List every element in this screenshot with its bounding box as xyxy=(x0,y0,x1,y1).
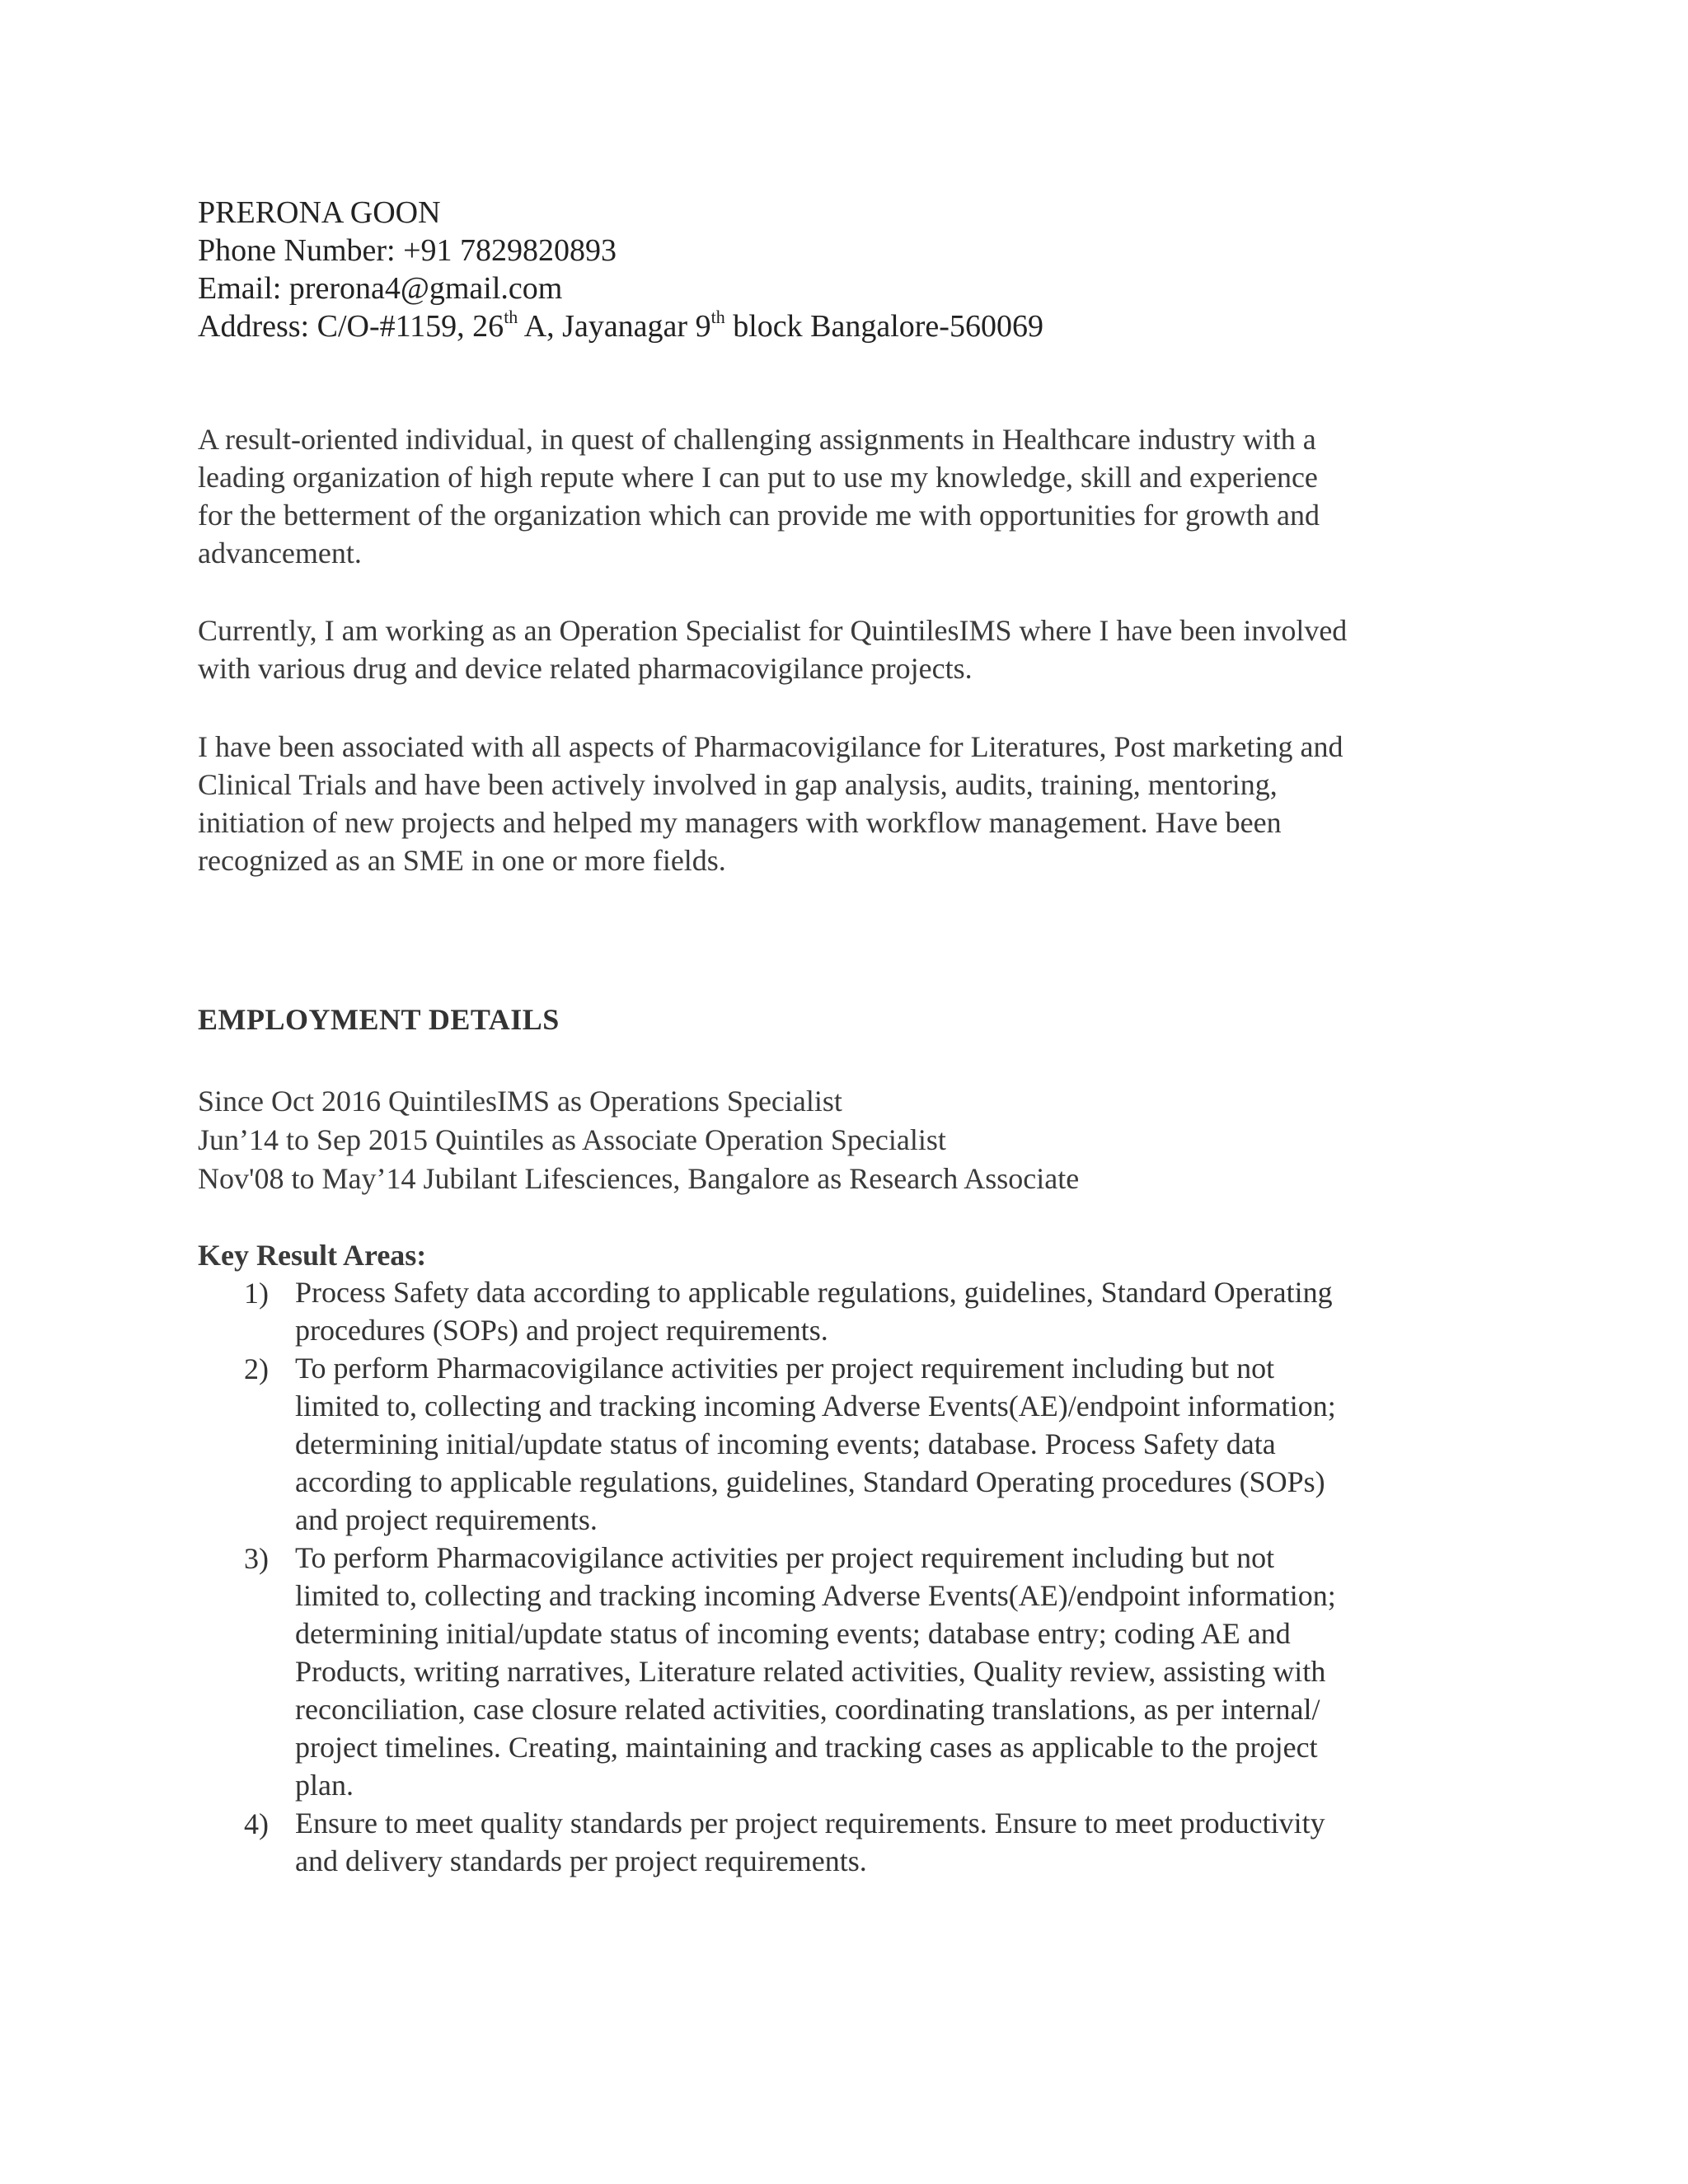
paragraph-line: Currently, I am working as an Operation Specialist for QuintilesIMS where I have been involved xyxy=(198,614,1348,647)
paragraph-line: leading organization of high repute where I can put to use my knowledge, skill and experience xyxy=(198,461,1318,494)
address-superscript-1: th xyxy=(504,307,518,328)
list-item-line: according to applicable regulations, guidelines, Standard Operating procedures (SOPs) xyxy=(295,1465,1325,1498)
address-part-3: block Bangalore-560069 xyxy=(724,309,1043,344)
list-item-line: project timelines. Creating, maintaining and tracking cases as applicable to the project xyxy=(295,1731,1318,1764)
employment-details-heading: EMPLOYMENT DETAILS xyxy=(198,1003,560,1036)
employment-history xyxy=(198,1082,1484,1198)
paragraph-line: for the betterment of the organization which can provide me with opportunities for growth and xyxy=(198,499,1320,532)
list-item-line: limited to, collecting and tracking incoming Adverse Events(AE)/endpoint information; xyxy=(295,1390,1336,1422)
list-item-line: To perform Pharmacovigilance activities per project requirement including but not xyxy=(295,1541,1275,1574)
paragraph-line: recognized as an SME in one or more fields. xyxy=(198,844,726,877)
list-item-number: 3) xyxy=(244,1542,269,1575)
list-item xyxy=(198,1539,1484,1804)
list-item xyxy=(198,1273,1484,1349)
paragraph-line: A result-oriented individual, in quest of challenging assignments in Healthcare industry with a xyxy=(198,423,1316,456)
list-item-number: 1) xyxy=(244,1277,269,1310)
email-address: Email: prerona4@gmail.com xyxy=(198,271,563,306)
paragraph-line: initiation of new projects and helped my managers with workflow management. Have been xyxy=(198,806,1282,839)
employment-entry: Since Oct 2016 QuintilesIMS as Operations Specialist xyxy=(198,1085,842,1118)
key-result-areas-list xyxy=(198,1273,1484,1880)
paragraph-line: with various drug and device related pharmacovigilance projects. xyxy=(198,652,973,685)
phone-number: Phone Number: +91 7829820893 xyxy=(198,233,617,268)
list-item xyxy=(198,1804,1484,1880)
paragraph-line: Clinical Trials and have been actively involved in gap analysis, audits, training, mentoring, xyxy=(198,768,1278,801)
current-role-paragraph xyxy=(198,612,1484,687)
list-item-line: determining initial/update status of incoming events; database. Process Safety data xyxy=(295,1427,1276,1460)
paragraph-line: I have been associated with all aspects of Pharmacovigilance for Literatures, Post marketing and xyxy=(198,730,1343,763)
key-result-areas-heading: Key Result Areas: xyxy=(198,1239,427,1272)
list-item-line: Ensure to meet quality standards per project requirements. Ensure to meet productivity xyxy=(295,1807,1325,1840)
employment-entry: Jun’14 to Sep 2015 Quintiles as Associate Operation Specialist xyxy=(198,1123,946,1156)
list-item-line: reconciliation, case closure related activities, coordinating translations, as per internal/ xyxy=(295,1693,1320,1726)
list-item-number: 2) xyxy=(244,1352,269,1385)
list-item-line: plan. xyxy=(295,1769,354,1802)
employment-entry: Nov'08 to May’14 Jubilant Lifesciences, Bangalore as Research Associate xyxy=(198,1162,1080,1195)
list-item-line: determining initial/update status of incoming events; database entry; coding AE and xyxy=(295,1617,1291,1650)
list-item-line: To perform Pharmacovigilance activities per project requirement including but not xyxy=(295,1352,1275,1385)
address-part-2: A, Jayanagar 9 xyxy=(518,309,711,344)
list-item-number: 4) xyxy=(244,1807,269,1840)
list-item-line: and project requirements. xyxy=(295,1503,598,1536)
contact-block xyxy=(198,194,1484,345)
postal-address xyxy=(198,307,1484,345)
paragraph-line: advancement. xyxy=(198,537,362,569)
list-item-line: Process Safety data according to applicable regulations, guidelines, Standard Operating xyxy=(295,1276,1333,1309)
experience-summary-paragraph xyxy=(198,728,1484,879)
list-item-line: and delivery standards per project requirements. xyxy=(295,1844,867,1877)
objective-paragraph xyxy=(198,420,1484,572)
list-item xyxy=(198,1349,1484,1539)
address-superscript-2: th xyxy=(710,307,725,328)
list-item-line: limited to, collecting and tracking incoming Adverse Events(AE)/endpoint information; xyxy=(295,1579,1336,1612)
candidate-name: PRERONA GOON xyxy=(198,195,441,230)
list-item-line: procedures (SOPs) and project requirements. xyxy=(295,1314,828,1347)
list-item-line: Products, writing narratives, Literature related activities, Quality review, assisting with xyxy=(295,1655,1326,1688)
address-part-1: Address: C/O-#1159, 26 xyxy=(198,309,504,344)
